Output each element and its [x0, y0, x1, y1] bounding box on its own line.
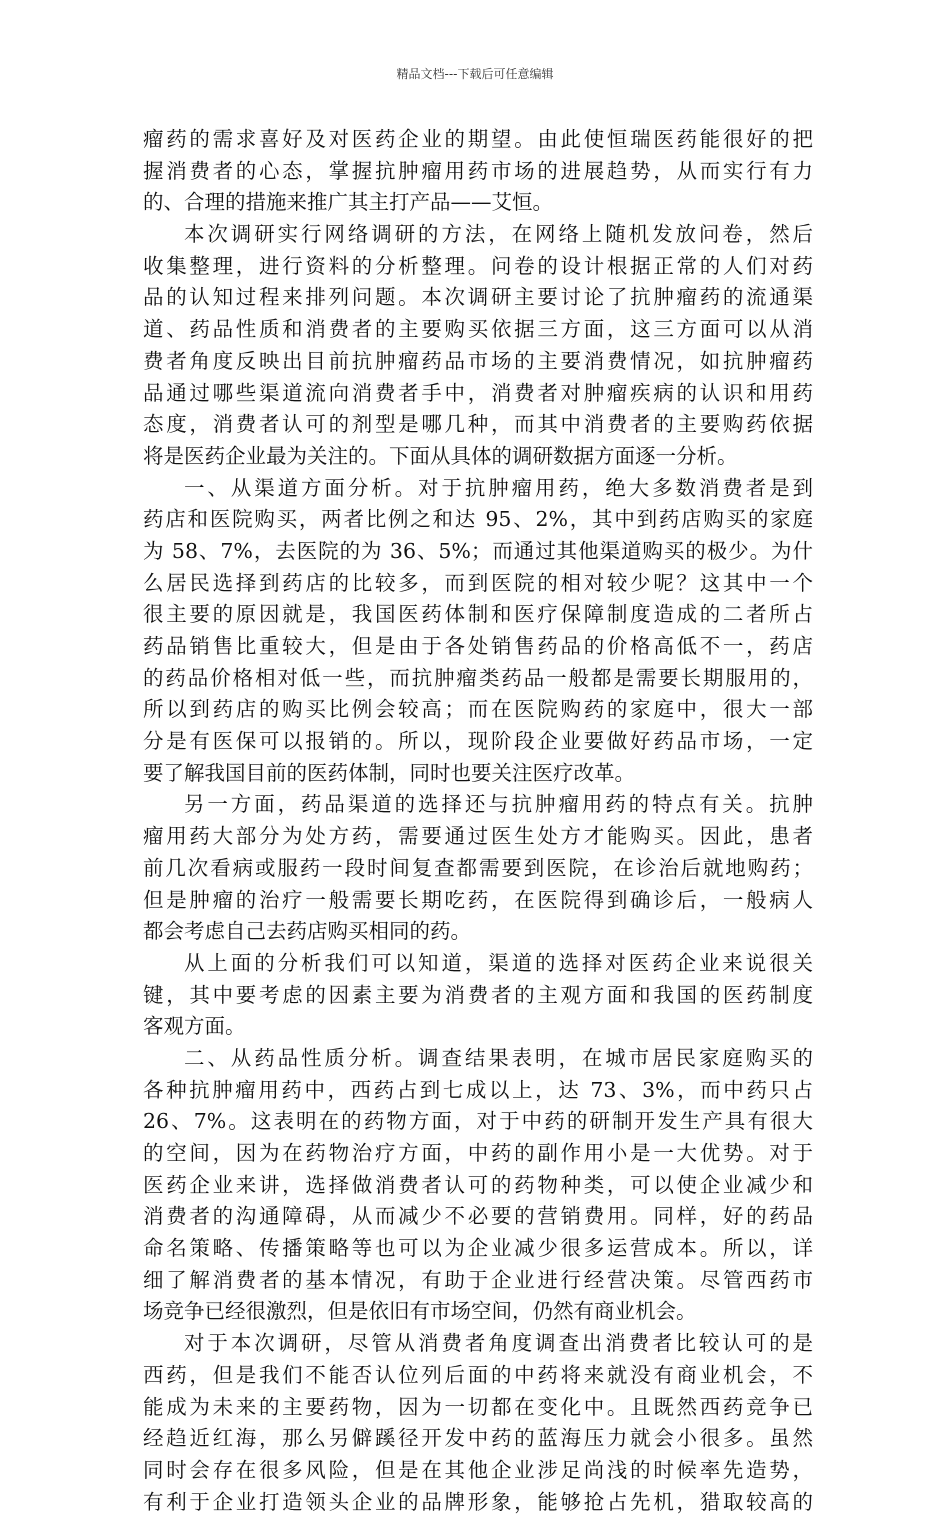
text-line: 另一方面，药品渠道的选择还与抗肿瘤用药的特点有关。抗肿	[184, 792, 813, 817]
text-line: 键，其中要考虑的因素主要为消费者的主观方面和我国的医药制度	[143, 982, 813, 1007]
text-line: 客观方面。	[143, 1014, 246, 1039]
text-line: 各种抗肿瘤用药中，西药占到七成以上，达 73、3%，而中药只占	[143, 1077, 813, 1102]
text-line: 二、从药品性质分析。调查结果表明，在城市居民家庭购买的	[184, 1045, 813, 1070]
text-line: 同时会存在很多风险，但是在其他企业涉足尚浅的时候率先造势，	[143, 1457, 813, 1482]
text-line: 的、合理的措施来推广其主打产品——艾恒。	[143, 190, 553, 215]
text-line: 都会考虑自己去药店购买相同的药。	[143, 919, 471, 944]
document-body	[143, 124, 813, 1518]
text-line: 对于本次调研，尽管从消费者角度调查出消费者比较认可的是	[184, 1331, 813, 1356]
text-line: 瘤用药大部分为处方药，需要通过医生处方才能购买。因此，患者	[143, 824, 813, 849]
text-line: 消费者的沟通障碍，从而减少不必要的营销费用。同样，好的药品	[143, 1204, 813, 1229]
text-line: 费者角度反映出目前抗肿瘤药品市场的主要消费情况，如抗肿瘤药	[143, 348, 813, 373]
text-line: 所以到药店的购买比例会较高；而在医院购药的家庭中，很大一部	[143, 697, 813, 722]
text-line: 前几次看病或服药一段时间复查都需要到医院，在诊治后就地购药；	[143, 855, 813, 880]
text-line: 道、药品性质和消费者的主要购买依据三方面，这三方面可以从消	[143, 317, 813, 342]
text-line: 场竞争已经很激烈，但是依旧有市场空间，仍然有商业机会。	[143, 1299, 697, 1324]
text-line: 能成为未来的主要药物，因为一切都在变化中。且既然西药竞争已	[143, 1394, 813, 1419]
text-line: 药店和医院购买，两者比例之和达 95、2%，其中到药店购买的家庭	[143, 507, 813, 532]
text-line: 一、从渠道方面分析。对于抗肿瘤用药，绝大多数消费者是到	[184, 475, 813, 500]
text-line: 的药品价格相对低一些，而抗肿瘤类药品一般都是需要长期服用的，	[143, 665, 813, 690]
text-line: 药品销售比重较大，但是由于各处销售药品的价格高低不一，药店	[143, 634, 813, 658]
text-line: 握消费者的心态，掌握抗肿瘤用药市场的进展趋势，从而实行有力	[143, 158, 813, 183]
text-line: 分是有医保可以报销的。所以，现阶段企业要做好药品市场，一定	[143, 729, 813, 754]
text-line: 26、7%。这表明在的药物方面，对于中药的研制开发生产具有很大	[143, 1109, 813, 1134]
text-line: 的空间，因为在药物治疗方面，中药的副作用小是一大优势。对于	[143, 1141, 813, 1165]
text-line: 很主要的原因就是，我国医药体制和医疗保障制度造成的二者所占	[143, 602, 813, 627]
text-line: 细了解消费者的基本情况，有助于企业进行经营决策。尽管西药市	[143, 1267, 813, 1292]
text-line: 医药企业来讲，选择做消费者认可的药物种类，可以使企业减少和	[143, 1172, 813, 1197]
text-line: 品的认知过程来排列问题。本次调研主要讨论了抗肿瘤药的流通渠	[143, 285, 813, 310]
text-line: 收集整理，进行资料的分析整理。问卷的设计根据正常的人们对药	[143, 253, 813, 278]
page-header: 精品文档---下载后可任意编辑	[396, 67, 554, 81]
text-line: 为 58、7%，去医院的为 36、5%；而通过其他渠道购买的极少。为什	[143, 538, 813, 563]
text-line: 要了解我国目前的医药体制，同时也要关注医疗改革。	[143, 760, 635, 785]
text-line: 将是医药企业最为关注的。下面从具体的调研数据方面逐一分析。	[143, 443, 738, 468]
text-line: 品通过哪些渠道流向消费者手中，消费者对肿瘤疾病的认识和用药	[143, 380, 813, 405]
text-line: 命名策略、传播策略等也可以为企业减少很多运营成本。所以，详	[143, 1236, 813, 1261]
text-line: 有利于企业打造领头企业的品牌形象，能够抢占先机，猎取较高的	[143, 1489, 813, 1514]
text-line: 瘤药的需求喜好及对医药企业的期望。由此使恒瑞医药能很好的把	[143, 127, 813, 151]
text-line: 么居民选择到药店的比较多，而到医院的相对较少呢？这其中一个	[143, 570, 813, 595]
text-line: 经趋近红海，那么另僻蹊径开发中药的蓝海压力就会小很多。虽然	[143, 1426, 813, 1451]
text-line: 从上面的分析我们可以知道，渠道的选择对医药企业来说很关	[184, 950, 813, 975]
text-line: 西药，但是我们不能否认位列后面的中药将来就没有商业机会，不	[143, 1362, 813, 1387]
text-line: 本次调研实行网络调研的方法，在网络上随机发放问卷，然后	[184, 222, 813, 247]
text-line: 态度，消费者认可的剂型是哪几种，而其中消费者的主要购药依据	[143, 412, 813, 437]
text-line: 但是肿瘤的治疗一般需要长期吃药，在医院得到确诊后，一般病人	[143, 887, 813, 912]
